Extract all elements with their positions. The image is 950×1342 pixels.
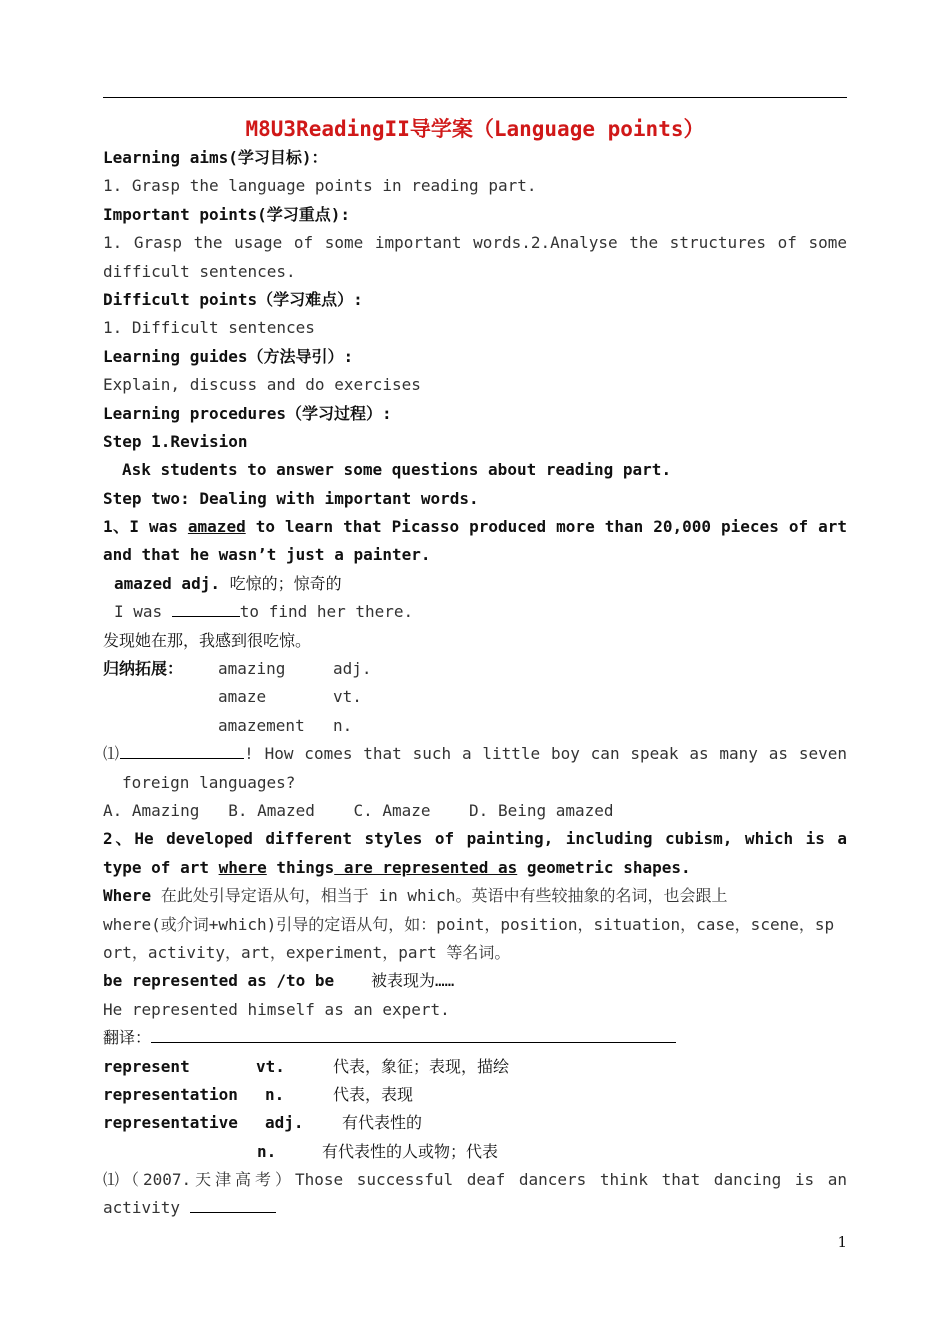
- item1-sentence-line1: [103, 513, 847, 541]
- extension-word: amaze: [218, 687, 267, 707]
- learning-aims-heading: Learning aims(学习目标)：: [103, 148, 328, 167]
- word-family-row4: [103, 1138, 847, 1166]
- item1-key-word: amazed: [187, 517, 246, 537]
- step-two-heading: Step two: Dealing with important words.: [103, 488, 479, 508]
- important-points-line2: difficult sentences.: [103, 261, 296, 281]
- word-family-row2: [103, 1081, 847, 1109]
- item1-sentence-start: 1、I was: [103, 517, 188, 537]
- where-explanation: 在此处引导定语从句，相当于 in which。英语中有些较抽象的名词，也会跟上: [151, 886, 728, 906]
- item1-example: [103, 598, 847, 626]
- item1-question-text: ! How comes that such a little boy can speak as many as seven: [244, 744, 847, 764]
- family-meaning: 代表，表现: [333, 1084, 414, 1104]
- word-family-row3: [103, 1109, 847, 1137]
- step-one-heading: Step 1.Revision: [103, 431, 248, 451]
- item1-extension-row2: [103, 683, 847, 711]
- item2-where-note-line1: [103, 882, 847, 910]
- step-one-text: Ask students to answer some questions about reading part.: [122, 460, 672, 480]
- where-word: Where: [103, 886, 152, 906]
- item2-where-note-line2: where(或介词+which)引导的定语从句，如：point，position，situation，case，scene，sp: [103, 914, 835, 934]
- item2-question-blank[interactable]: [190, 1194, 276, 1213]
- item2-question-start: activity: [103, 1198, 190, 1218]
- family-word: represent: [103, 1056, 190, 1076]
- item2-where-note-line3: ort，activity，art，experiment，part 等名词。: [103, 942, 511, 962]
- learning-procedures-heading: Learning procedures（学习过程）:: [103, 403, 392, 423]
- family-pos: n.: [257, 1141, 277, 1161]
- item2-sentence-line2: [103, 854, 847, 882]
- family-pos: vt.: [256, 1056, 285, 1076]
- difficult-points-item: 1. Difficult sentences: [103, 318, 315, 338]
- item1-example-start: I was: [114, 602, 172, 622]
- item1-definition: [103, 570, 847, 598]
- translate-label: 翻译：: [103, 1028, 152, 1048]
- learning-aims-item: 1. Grasp the language points in reading part.: [103, 176, 537, 196]
- important-points-heading: Important points(学习重点):: [103, 204, 351, 224]
- page-number: 1: [837, 1233, 847, 1251]
- family-word: representative: [103, 1113, 238, 1133]
- phrase-meaning: 被表现为……: [371, 971, 455, 991]
- family-pos: adj.: [265, 1113, 304, 1133]
- extension-word: amazing: [218, 659, 286, 679]
- item2-phrase: [103, 967, 847, 995]
- learning-guides-heading: Learning guides（方法导引）:: [103, 346, 354, 366]
- phrase-word: be represented as /to be: [103, 971, 335, 991]
- translate-blank[interactable]: [151, 1024, 676, 1043]
- item2-translate: [103, 1024, 847, 1052]
- item1-options: A. Amazing B. Amazed C. Amaze D. Being amazed: [103, 800, 614, 820]
- extension-label: 归纳拓展：: [103, 659, 184, 679]
- family-meaning: 有代表性的: [342, 1113, 423, 1133]
- item1-extension-row3: [103, 712, 847, 740]
- item1-example-blank[interactable]: [172, 598, 240, 617]
- extension-pos: vt.: [333, 687, 362, 707]
- family-meaning: 代表，象征；表现，描绘: [333, 1056, 510, 1076]
- document-body: [103, 144, 847, 1223]
- item2-sentence-start: type of art: [103, 857, 219, 877]
- extension-pos: adj.: [333, 659, 372, 679]
- extension-pos: n.: [333, 715, 353, 735]
- difficult-points-heading: Difficult points（学习难点）:: [103, 289, 363, 309]
- item1-sentence-line2: and that he wasn’t just a painter.: [103, 545, 431, 565]
- family-word: representation: [103, 1084, 238, 1104]
- item1-example-translation: 发现她在那，我感到很吃惊。: [103, 630, 312, 650]
- item2-sentence-mid: things: [266, 857, 335, 877]
- word-family-row1: [103, 1053, 847, 1081]
- question-number: ⑴: [103, 744, 121, 764]
- item2-example: He represented himself as an expert.: [103, 999, 450, 1019]
- header-rule: [103, 97, 847, 98]
- item2-key-where: where: [218, 857, 267, 877]
- item1-sentence-rest: to learn that Picasso produced more than 20,000 pieces of art: [245, 517, 847, 537]
- extension-word: amazement: [218, 715, 305, 735]
- item2-question-line1: ⑴（2007.天津高考）Those successful deaf dancers think that dancing is an: [103, 1170, 847, 1190]
- family-meaning: 有代表性的人或物；代表: [322, 1141, 499, 1161]
- item1-def-word: amazed adj.: [114, 573, 220, 593]
- item1-question-line1: [103, 740, 847, 768]
- item1-example-end: to find her there.: [239, 602, 414, 622]
- item2-sentence-line1: 2、He developed different styles of painting, including cubism, which is a: [103, 829, 847, 849]
- important-points-line1: 1. Grasp the usage of some important words.2.Analyse the structures of some: [103, 233, 847, 253]
- item2-sentence-end: geometric shapes.: [517, 857, 691, 877]
- family-pos: n.: [265, 1084, 285, 1104]
- item1-question-line2: foreign languages?: [122, 772, 296, 792]
- item1-def-meaning: 吃惊的；惊奇的: [219, 573, 342, 593]
- item1-question-blank[interactable]: [120, 740, 244, 759]
- item1-extension-row1: [103, 655, 847, 683]
- item2-key-phrase: are represented as: [334, 857, 518, 877]
- learning-guides-item: Explain, discuss and do exercises: [103, 375, 421, 395]
- item2-question-line2: [103, 1194, 847, 1222]
- page-title: M8U3ReadingII导学案（Language points）: [245, 117, 705, 141]
